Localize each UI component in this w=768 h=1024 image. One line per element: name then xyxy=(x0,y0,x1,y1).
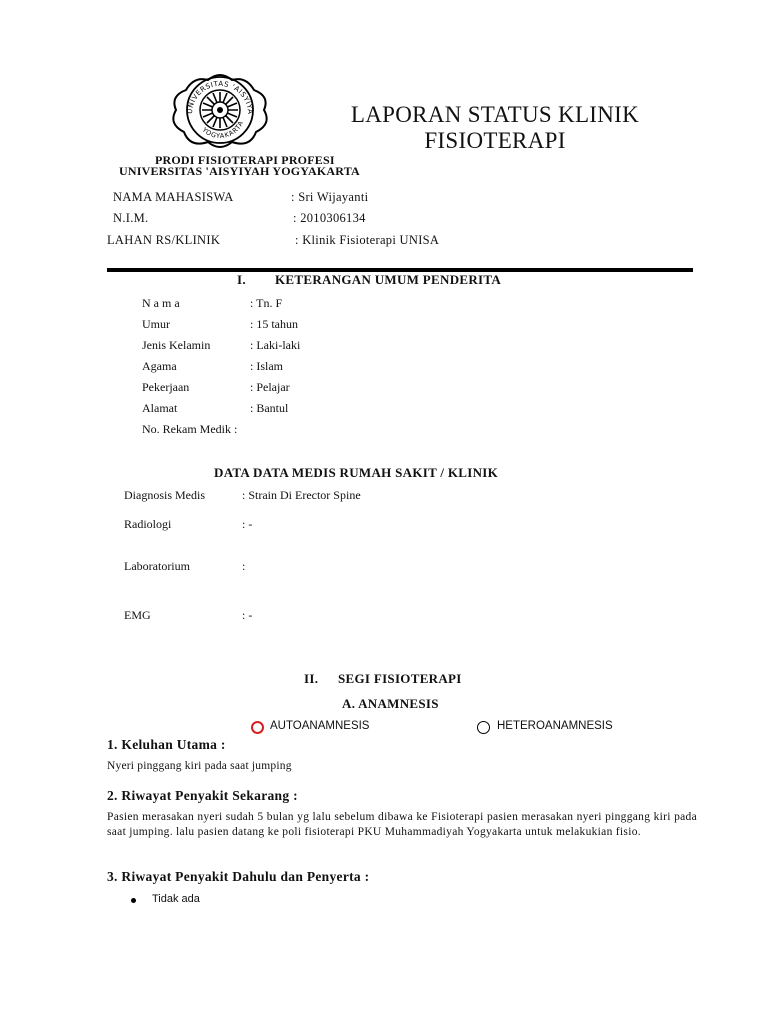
nim-value: : 2010306134 xyxy=(293,211,366,225)
heteroanamnesis-radio[interactable] xyxy=(477,721,490,734)
gender-label: Jenis Kelamin xyxy=(142,338,211,352)
age-value: : 15 tahun xyxy=(250,317,298,331)
age-label: Umur xyxy=(142,317,170,331)
riwayat-dahulu-heading: 3. Riwayat Penyakit Dahulu dan Penyerta : xyxy=(107,869,370,884)
autoanamnesis-radio[interactable] xyxy=(251,721,264,734)
report-title-line2: FISIOTERAPI xyxy=(424,128,566,153)
svg-text:YOGYAKARTA: YOGYAKARTA xyxy=(200,119,246,141)
address-label: Alamat xyxy=(142,401,178,415)
emg-value: : - xyxy=(242,608,253,622)
section2-number: II. xyxy=(304,671,319,686)
emg-label: EMG xyxy=(124,608,151,622)
report-title-line1: LAPORAN STATUS KLINIK xyxy=(350,102,640,127)
laboratory-label: Laboratorium xyxy=(124,559,190,573)
anamnesis-title: A. ANAMNESIS xyxy=(342,696,439,711)
heteroanamnesis-label: HETEROANAMNESIS xyxy=(497,720,613,732)
occupation-value: : Pelajar xyxy=(250,380,290,394)
patient-name-value: : Tn. F xyxy=(250,296,283,310)
lahan-value: : Klinik Fisioterapi UNISA xyxy=(295,233,440,247)
section1-number: I. xyxy=(237,272,246,287)
patient-name-label: N a m a xyxy=(142,296,180,310)
prodi-name: PRODI FISIOTERAPI PROFESI xyxy=(155,153,335,167)
riwayat-dahulu-item: Tidak ada xyxy=(152,893,200,905)
svg-text:UNIVERSITAS 'AISYIYAH: UNIVERSITAS 'AISYIYA xyxy=(185,79,255,115)
student-name-value: : Sri Wijayanti xyxy=(291,190,369,204)
occupation-label: Pekerjaan xyxy=(142,380,190,394)
university-logo xyxy=(166,70,274,150)
bullet-icon xyxy=(131,898,136,903)
lahan-label: LAHAN RS/KLINIK xyxy=(107,233,221,247)
address-value: : Bantul xyxy=(250,401,289,415)
keluhan-text: Nyeri pinggang kiri pada saat jumping xyxy=(107,760,292,772)
university-name: UNIVERSITAS 'AISYIYAH YOGYAKARTA xyxy=(119,164,360,178)
diagnosis-value: : Strain Di Erector Spine xyxy=(242,488,361,502)
religion-value: : Islam xyxy=(250,359,283,373)
diagnosis-label: Diagnosis Medis xyxy=(124,488,205,502)
gender-value: : Laki-laki xyxy=(250,338,301,352)
medical-data-title: DATA DATA MEDIS RUMAH SAKIT / KLINIK xyxy=(214,465,499,480)
student-name-label: NAMA MAHASISWA xyxy=(113,190,234,204)
section2-title: SEGI FISIOTERAPI xyxy=(338,671,462,686)
religion-label: Agama xyxy=(142,359,177,373)
medical-record-label: No. Rekam Medik : xyxy=(142,422,238,436)
riwayat-sekarang-heading: 2. Riwayat Penyakit Sekarang : xyxy=(107,788,298,803)
autoanamnesis-label: AUTOANAMNESIS xyxy=(270,720,370,732)
riwayat-sekarang-text: Pasien merasakan nyeri sudah 5 bulan yg lalu sebelum dibawa ke Fisioterapi pasien merasakan nyeri pinggang kiri pada saat jumping. lalu pasien datang ke poli fisioterapi PKU Muhammadiyah Yogyakarta untuk melakukian fisio. xyxy=(107,811,697,838)
section1-title: KETERANGAN UMUM PENDERITA xyxy=(275,272,502,287)
radiology-value: : - xyxy=(242,517,253,531)
keluhan-heading: 1. Keluhan Utama : xyxy=(107,737,226,752)
nim-label: N.I.M. xyxy=(113,211,149,225)
radiology-label: Radiologi xyxy=(124,517,172,531)
laboratory-value: : xyxy=(242,559,246,573)
